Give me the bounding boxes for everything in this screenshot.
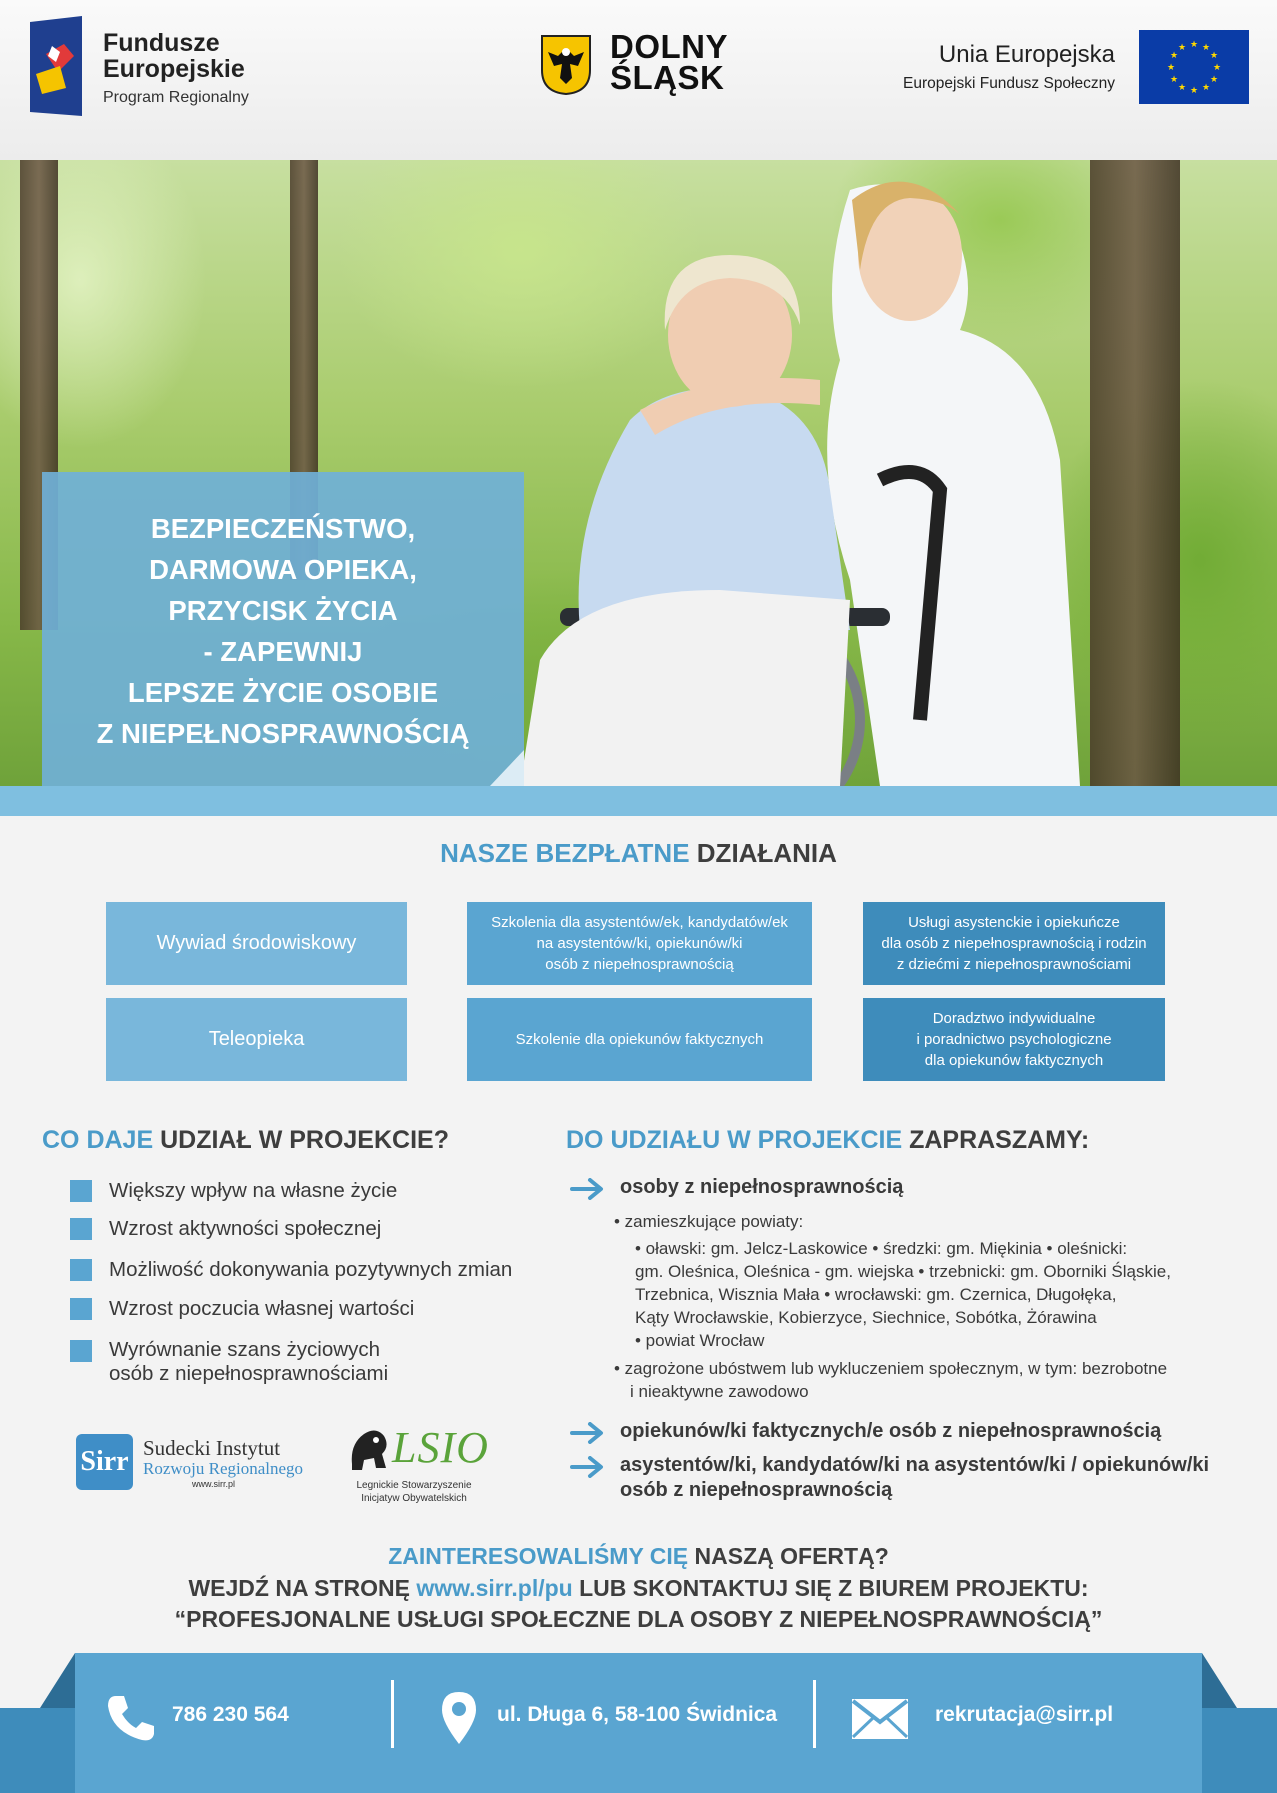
sirr-name-line2: Rozwoju Regionalnego: [143, 1459, 304, 1478]
svg-text:★: ★: [1201, 43, 1211, 53]
county-line: • powiat Wrocław: [635, 1331, 765, 1350]
lsio-name: [344, 1479, 484, 1505]
activities-title-blue: NASZE BEZPŁATNE: [440, 838, 690, 868]
lsio-logo: LSIO: [392, 1423, 489, 1472]
sirr-url: www.sirr.pl: [192, 1479, 236, 1489]
arrow-right-icon: [570, 1178, 604, 1200]
activity-tile-text: Teleopieka: [208, 1028, 305, 1050]
ds-line2: ŚLĄSK: [610, 59, 725, 96]
svg-text:★: ★: [1189, 40, 1199, 50]
lion-icon: [346, 1424, 390, 1472]
target-group-caregivers: opiekunów/ki faktycznych/e osób z niepełnosprawnością: [620, 1420, 1162, 1442]
arrow-right-icon: [570, 1456, 604, 1478]
county-line: • oławski: gm. Jelcz-Laskowice • średzki: gm. Miękinia • oleśnicki:: [635, 1239, 1128, 1258]
benefit-item: [109, 1338, 388, 1386]
sub-line: • zagrożone ubóstwem lub wykluczeniem społecznym, w tym: bezrobotne: [614, 1359, 1168, 1378]
bullet-square-icon: [70, 1298, 92, 1320]
envelope-icon: [851, 1698, 909, 1740]
sub-line: i nieaktywne zawodowo: [630, 1382, 809, 1401]
activity-tile-text: Wywiad środowiskowy: [156, 932, 357, 954]
tile-line: i poradnictwo psychologiczne: [916, 1031, 1112, 1048]
contact-email[interactable]: rekrutacja@sirr.pl: [935, 1703, 1114, 1726]
hero-line: DARMOWA OPIEKA,: [149, 554, 417, 585]
location-pin-icon: [440, 1690, 478, 1746]
lsio-line: Legnickie Stowarzyszenie: [356, 1480, 472, 1491]
dolny-slask-crest-icon: [540, 34, 592, 96]
bullet-square-icon: [70, 1259, 92, 1281]
tile-line: dla opiekunów faktycznych: [924, 1052, 1104, 1069]
ue-subtitle: Europejski Fundusz Społeczny: [903, 75, 1115, 92]
target-line: asystentów/ki, kandydatów/ki na asystentów/ki / opiekunów/ki: [620, 1454, 1210, 1476]
cta-line1: [0, 1543, 1277, 1570]
benefits-title-blue: CO DAJE: [42, 1126, 154, 1154]
sirr-logo: Sirr: [76, 1434, 133, 1490]
tile-line: na asystentów/ki, opiekunów/ki: [536, 935, 743, 952]
hero-bottom-strip: [0, 786, 1277, 816]
dolny-slask-name: [610, 28, 728, 96]
hero-line: Z NIEPEŁNOSPRAWNOŚCIĄ: [96, 718, 470, 749]
activity-tile-text: Szkolenie dla opiekunów faktycznych: [515, 1031, 764, 1048]
contact-phone[interactable]: 786 230 564: [172, 1703, 289, 1726]
county-line: Kąty Wrocławskie, Kobierzyce, Siechnice, Sobótka, Żórawina: [635, 1308, 1097, 1327]
cta-blue: ZAINTERESOWALIŚMY CIĘ: [388, 1543, 689, 1569]
fe-logo-icon: [30, 16, 82, 116]
svg-text:★: ★: [1177, 43, 1187, 53]
benefit-item: Możliwość dokonywania pozytywnych zmian: [109, 1258, 513, 1281]
benefits-title: [42, 1126, 449, 1155]
tile-line: dla osób z niepełnosprawnością i rodzin: [881, 935, 1147, 952]
svg-text:★: ★: [1166, 63, 1176, 73]
targets-title: [566, 1126, 1089, 1155]
tile-line: Usługi asystenckie i opiekuńcze: [908, 914, 1120, 931]
benefit-item: Wzrost poczucia własnej wartości: [109, 1297, 415, 1320]
hero-line: LEPSZE ŻYCIE OSOBIE: [127, 677, 439, 708]
target-group-assistants: [620, 1453, 1209, 1503]
benefit-line: osób z niepełnosprawnościami: [109, 1362, 389, 1385]
tile-line: osób z niepełnosprawnością: [545, 956, 734, 973]
hero-heading: [42, 508, 524, 754]
fe-line2: Europejskie: [103, 55, 245, 83]
fe-subtitle: Program Regionalny: [103, 89, 249, 106]
cta-text-a: WEJDŹ NA STRONĘ: [188, 1575, 410, 1601]
svg-text:★: ★: [1201, 83, 1211, 93]
activity-tile-text: [916, 1008, 1111, 1071]
cta-website-link[interactable]: www.sirr.pl/pu: [416, 1575, 573, 1601]
activity-tile: [106, 998, 407, 1081]
hero-line: PRZYCISK ŻYCIA: [168, 595, 398, 626]
county-line: gm. Oleśnica, Oleśnica - gm. wiejska • trzebnicki: gm. Oborniki Śląskie,: [635, 1262, 1171, 1281]
caregiver-and-senior-illustration: [520, 160, 1100, 786]
benefit-line: Wyrównanie szans życiowych: [109, 1338, 380, 1361]
targets-title-dark: ZAPRASZAMY:: [909, 1126, 1090, 1154]
benefits-title-dark: UDZIAŁ W PROJEKCIE?: [160, 1126, 449, 1154]
target-group-disabled: osoby z niepełnosprawnością: [620, 1176, 904, 1198]
contact-address: ul. Długa 6, 58-100 Świdnica: [497, 1703, 778, 1726]
target-sub-residence: • zamieszkujące powiaty:: [614, 1212, 804, 1231]
benefit-item: Większy wpływ na własne życie: [109, 1179, 398, 1202]
ue-title: Unia Europejska: [938, 41, 1115, 68]
bullet-square-icon: [70, 1340, 92, 1362]
bullet-square-icon: [70, 1180, 92, 1202]
footer-divider: [813, 1680, 816, 1748]
tile-line: z dziećmi z niepełnosprawnościami: [896, 956, 1132, 973]
tile-line: Doradztwo indywidualne: [932, 1010, 1096, 1027]
svg-text:★: ★: [1169, 51, 1179, 61]
svg-text:★: ★: [1212, 63, 1222, 73]
svg-text:★: ★: [1177, 83, 1187, 93]
fe-title: [103, 30, 245, 82]
fe-line1: Fundusze: [103, 29, 220, 57]
hero-line: BEZPIECZEŃSTWO,: [150, 513, 416, 544]
svg-text:★: ★: [1169, 75, 1179, 85]
activity-tile: [467, 998, 812, 1081]
target-sub-poverty: [614, 1357, 1167, 1403]
cta-dark: NASZĄ OFERTĄ?: [694, 1543, 889, 1569]
bullet-square-icon: [70, 1218, 92, 1240]
cta-line2: [0, 1575, 1277, 1602]
activities-title: [0, 838, 1277, 869]
county-line: Trzebnica, Wisznia Mała • wrocławski: gm. Czernica, Długołęka,: [635, 1285, 1117, 1304]
benefit-item: Wzrost aktywności społecznej: [109, 1217, 382, 1240]
eu-flag-icon: [1139, 30, 1249, 104]
hero-panel-corner: [490, 750, 524, 786]
target-counties: [635, 1237, 1171, 1352]
hero-photo: [0, 160, 1277, 786]
footer-divider: [391, 1680, 394, 1748]
sirr-name-line1: Sudecki Instytut: [143, 1436, 281, 1460]
ds-line1: DOLNY: [610, 28, 728, 65]
header: [0, 0, 1277, 160]
hero-line: - ZAPEWNIJ: [203, 636, 363, 667]
cta-project-name: “PROFESJONALNE USŁUGI SPOŁECZNE DLA OSOBY Z NIEPEŁNOSPRAWNOŚCIĄ”: [174, 1606, 1103, 1632]
tile-line: Szkolenia dla asystentów/ek, kandydatów/ek: [491, 914, 788, 931]
activity-tile-text: [491, 912, 788, 975]
activity-tile-text: [881, 912, 1146, 975]
activities-title-dark: DZIAŁANIA: [696, 838, 837, 868]
svg-text:★: ★: [1209, 75, 1219, 85]
targets-title-blue: DO UDZIAŁU W PROJEKCIE: [566, 1126, 903, 1154]
activity-tile: [863, 998, 1165, 1081]
phone-icon: [104, 1692, 156, 1744]
lsio-line: Inicjatyw Obywatelskich: [361, 1493, 467, 1504]
cta-text-b: LUB SKONTAKTUJ SIĘ Z BIUREM PROJEKTU:: [579, 1575, 1089, 1601]
activity-tile: [467, 902, 812, 985]
svg-text:★: ★: [1209, 51, 1219, 61]
target-line: osób z niepełnosprawnością: [620, 1479, 893, 1501]
svg-text:★: ★: [1189, 86, 1199, 96]
activity-tile: [863, 902, 1165, 985]
arrow-right-icon: [570, 1422, 604, 1444]
activity-tile: [106, 902, 407, 985]
tree-trunk: [1090, 160, 1180, 786]
